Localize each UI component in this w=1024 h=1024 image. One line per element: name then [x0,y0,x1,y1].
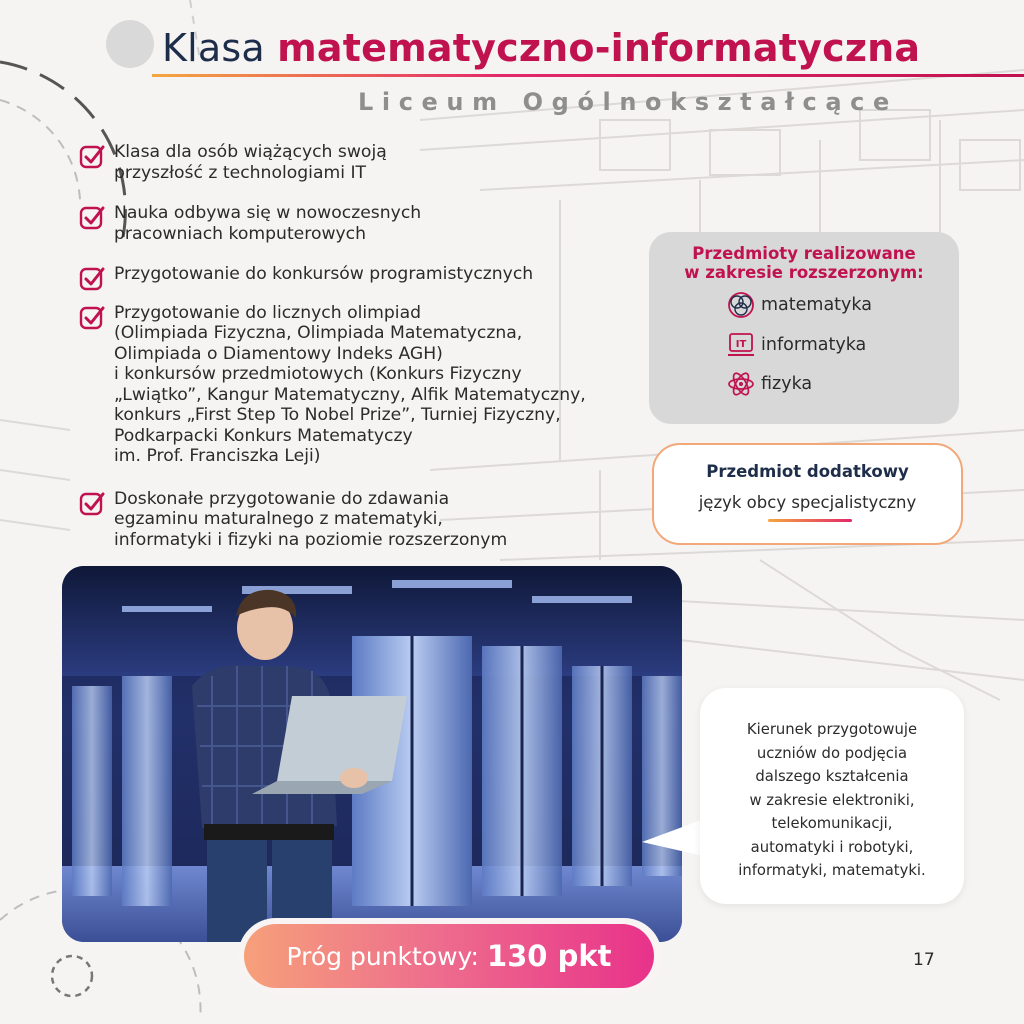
subject-item-math [725,290,872,320]
score-label: Próg punktowy: [286,941,479,971]
list-item-text: Klasa dla osób wiążących swoją przyszłość z technologiami IT [114,142,387,183]
subject-item-physics [725,369,812,399]
server-room-photo [62,566,682,942]
additional-subject-value: język obcy specjalistyczny [698,493,917,512]
additional-subject-heading: Przedmiot dodatkowy [706,462,909,481]
subject-label: fizyka [761,374,813,394]
list-item [78,489,658,551]
svg-text:IT: IT [735,339,747,350]
checkbox-checked-icon [78,203,106,231]
additional-subject-box [652,443,963,545]
accent-underline [768,519,852,522]
checkbox-checked-icon [78,489,106,517]
page-number: 17 [913,950,935,970]
title-main: matematyczno-informatyczna [277,26,921,70]
atom-icon [725,369,757,399]
career-callout [700,688,964,904]
subject-item-informatics [725,330,866,360]
list-item [78,303,658,467]
title-prefix: Klasa [162,26,265,70]
extended-subjects-box [649,232,959,424]
callout-text: Kierunek przygotowuje uczniów do podjęcia dalszego kształcenia w zakresie elektroniki, telekomunikacji, automatyki i robotyki, informatyki, matematyki. [738,721,926,879]
extended-subjects-heading: Przedmioty realizowane w zakresie rozszerzonym: [684,244,924,282]
list-item-text: Przygotowanie do licznych olimpiad (Olimpiada Fizyczna, Olimpiada Matematyczna, Olimpiada o Diamentowy Indeks AGH) i konkursów przedmiotowych (Konkurs Fizyczny „Lwiątko”, Kangur Matematyczny, Alfik Matematyczny, konkurs „First Step To Nobel Prize”, Turniej Fizyczny, Podkarpacki Konkurs Matematyczy im. Prof. Franciszka Leji) [114,302,586,466]
checkbox-checked-icon [78,142,106,170]
score-pill [244,924,654,988]
list-item-text: Doskonałe przygotowanie do zdawania egzaminu maturalnego z matematyki, informatyki i fizyki na poziomie rozszerzonym [114,488,508,550]
score-value: 130 pkt [486,939,612,973]
school-subtitle: Liceum Ogólnokształcące [358,88,898,116]
title-underline [152,74,1024,77]
list-item [78,203,658,244]
list-item-text: Przygotowanie do konkursów programistycznych [114,264,534,284]
page-title [162,26,920,70]
feature-list [78,142,658,570]
list-item [78,142,658,183]
server-room-illustration [62,566,682,942]
checkbox-checked-icon [78,264,106,292]
subject-label: informatyka [761,335,867,355]
list-item-text: Nauka odbywa się w nowoczesnych pracowniach komputerowych [114,203,422,244]
checkbox-checked-icon [78,303,106,331]
computer-icon [725,330,757,360]
math-icon [725,290,757,320]
subject-label: matematyka [761,295,872,315]
list-item [78,264,658,285]
